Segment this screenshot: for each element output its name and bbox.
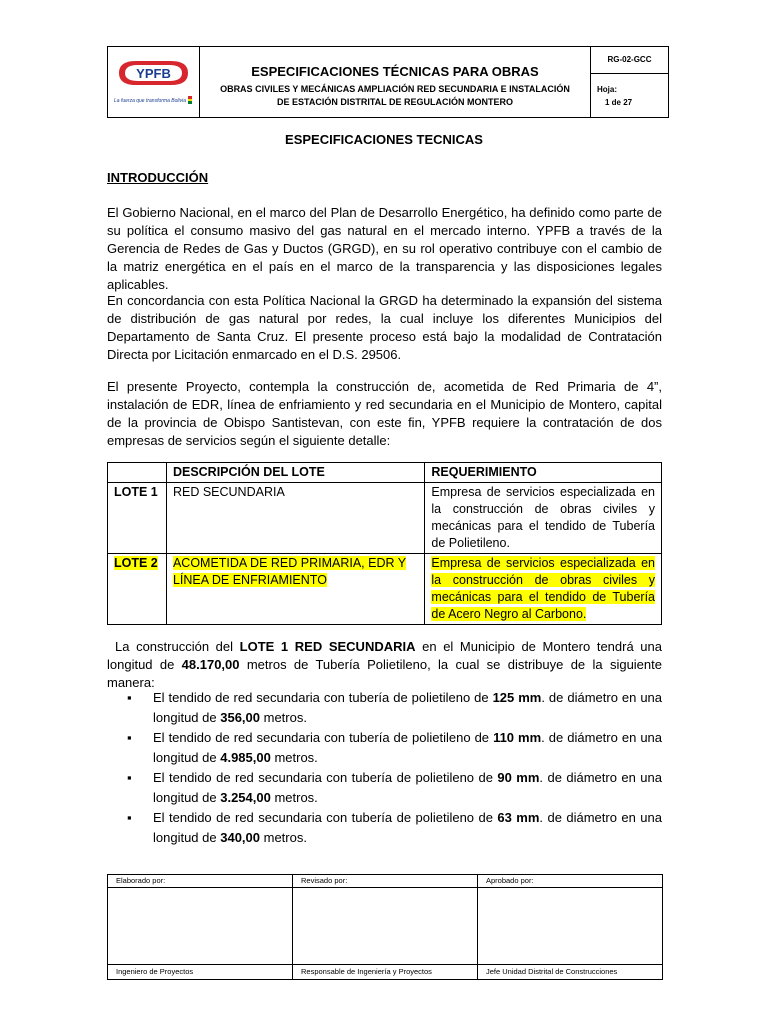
list-item: ▪ El tendido de red secundaria con tubería de polietileno de 63 mm. de diámetro en una longitud de 340,00 metros. (107, 808, 662, 848)
lot-description: RED SECUNDARIA (166, 483, 424, 554)
text-run: metros de Tubería Polietileno, la cual se distribuye de la siguiente manera: (107, 657, 662, 690)
signature-label: Revisado por: (293, 875, 477, 888)
header-subtitle-line2: DE ESTACIÓN DISTRITAL DE REGULACIÓN MONTERO (276, 97, 513, 107)
header-title-cell (200, 47, 591, 117)
pipe-length-list (107, 688, 662, 848)
bolivia-flag-icon (188, 96, 192, 104)
ypfb-logo (108, 49, 199, 99)
lot-number: LOTE 2 (114, 556, 158, 570)
list-item: ▪ El tendido de red secundaria con tubería de polietileno de 90 mm. de diámetro en una longitud de 3.254,00 metros. (107, 768, 662, 808)
header-meta-cell (591, 47, 668, 117)
signature-label: Aprobado por: (478, 875, 662, 888)
signature-cell-aprobado (478, 875, 662, 979)
signature-label: Elaborado por: (108, 875, 292, 888)
table-header-cell: DESCRIPCIÓN DEL LOTE (166, 463, 424, 483)
text-run: en el Municipio de Montero tendrá una longitud de (107, 639, 662, 672)
signature-role: Ingeniero de Proyectos (108, 964, 292, 979)
lot-requirement: Empresa de servicios especializada en la construcción de obras civiles y mecánicas para el tendido de Tubería de Acero Negro al Carbono. (431, 556, 655, 621)
paragraph-3: El presente Proyecto, contempla la construcción de, acometida de Red Primaria de 4”, instalación de EDR, línea de enfriamiento y red secundaria en el Municipio de Montero, capital de la provincia de Obispo Santistevan, con este fin, YPFB requiere la contratación de dos empresas de servicios según el siguiente detalle: (107, 379, 662, 448)
text-run: La construcción del (115, 639, 240, 654)
signature-cell-elaborado (108, 875, 293, 979)
paragraph-1: El Gobierno Nacional, en el marco del Plan de Desarrollo Energético, ha definido como parte de su política el consumo masivo del gas natural en el mercado interno. YPFB a través de la Gerencia de Redes de Gas y Ductos (GRGD), en su rol operativo contribuye con el cambio de la matriz energética en el país en el marco de la transparencia y las disposiciones legales aplicables. (107, 205, 662, 292)
header-subtitle (200, 83, 590, 109)
table-header-cell: REQUERIMIENTO (425, 463, 662, 483)
logo-tagline: La fuerza que transforma Bolivia (114, 98, 186, 104)
construction-paragraph (107, 638, 662, 692)
signature-table (107, 874, 663, 980)
lot-description: ACOMETIDA DE RED PRIMARIA, EDR Y LÍNEA DE ENFRIAMIENTO (172, 556, 407, 587)
text-run-bold: LOTE 1 RED SECUNDARIA (239, 639, 416, 654)
document-code: RG-02-GCC (591, 47, 668, 74)
paragraph-2: En concordancia con esta Política Nacional la GRGD ha determinado la expansión del sistema de distribución de gas natural por redes, la cual incluye los diferentes Municipios del Departamento de Santa Cruz. El presente proceso está bajo la modalidad de Contratación Directa por Licitación enmarcado en el D.S. 29506. (107, 293, 662, 362)
table-header-row (108, 463, 662, 483)
list-item: ▪ El tendido de red secundaria con tubería de polietileno de 125 mm. de diámetro en una longitud de 356,00 metros. (107, 688, 662, 728)
signature-role: Jefe Unidad Distrital de Construcciones (478, 964, 662, 979)
table-header-cell (108, 463, 167, 483)
header-subtitle-line1: OBRAS CIVILES Y MECÁNICAS AMPLIACIÓN RED SECUNDARIA E INSTALACIÓN (220, 84, 570, 94)
lot-number: LOTE 1 (108, 483, 167, 554)
table-row (108, 554, 662, 625)
signature-cell-revisado (293, 875, 478, 979)
text-run-bold: 48.170,00 (181, 657, 240, 672)
document-header (107, 46, 669, 118)
signature-role: Responsable de Ingeniería y Proyectos (293, 964, 477, 979)
section-title: ESPECIFICACIONES TECNICAS (285, 132, 483, 147)
header-title: ESPECIFICACIONES TÉCNICAS PARA OBRAS (251, 64, 539, 79)
intro-heading: INTRODUCCIÓN (107, 170, 209, 185)
sheet-label: Hoja: (597, 85, 617, 94)
logo-cell (108, 47, 200, 117)
table-row (108, 483, 662, 554)
sheet-number: 1 de 27 (605, 98, 633, 107)
lots-table (107, 462, 662, 625)
lot-requirement: Empresa de servicios especializada en la construcción de obras civiles y mecánicas para el tendido de Tubería de Polietileno. (425, 483, 662, 554)
list-item: ▪ El tendido de red secundaria con tubería de polietileno de 110 mm. de diámetro en una longitud de 4.985,00 metros. (107, 728, 662, 768)
logo-text: YPFB (136, 66, 171, 81)
